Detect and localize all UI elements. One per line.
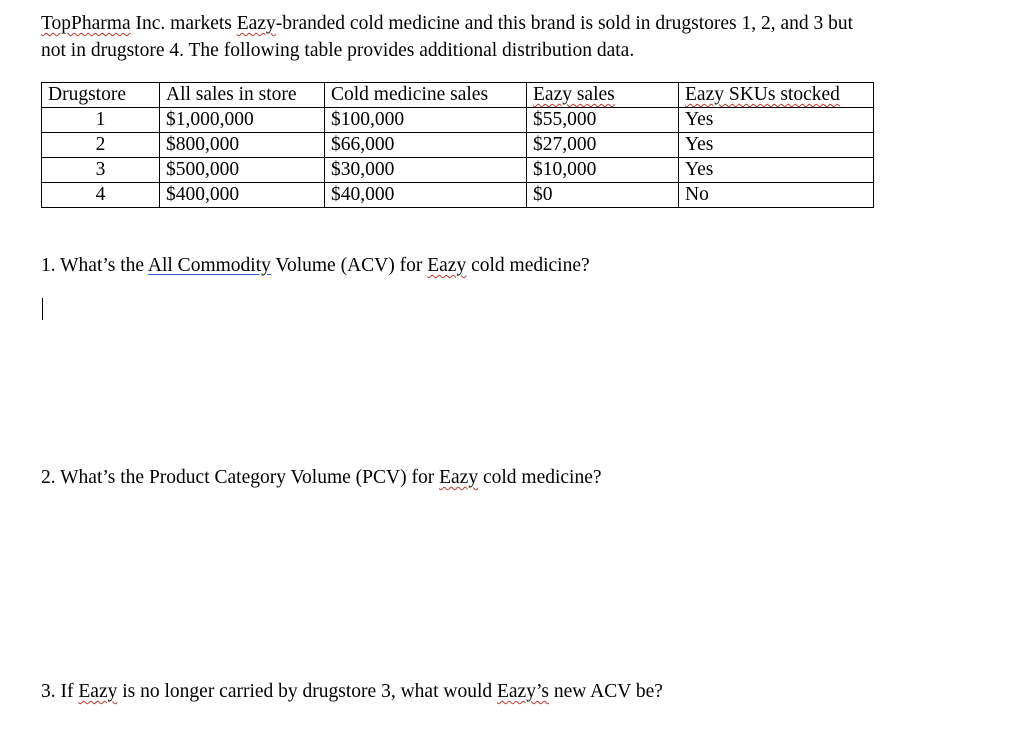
table-row (42, 133, 874, 158)
spellcheck-word: Eazy (78, 681, 118, 702)
spellcheck-word: Eazy (236, 13, 276, 34)
cell-cold-sales: $30,000 (325, 158, 527, 183)
spellcheck-word: Eazy SKUs stocked (685, 84, 840, 105)
cell-all-sales: $1,000,000 (160, 108, 325, 133)
question-text: cold medicine? (478, 467, 602, 488)
cell-store: 1 (42, 108, 160, 133)
question-1 (41, 254, 590, 278)
cell-eazy-sales: $27,000 (527, 133, 679, 158)
cell-stocked: Yes (679, 133, 874, 158)
question-text: 2. What’s the Product Category Volume (PCV) for (41, 467, 440, 488)
header-cold-sales: Cold medicine sales (325, 83, 527, 108)
question-text: 1. What’s the (41, 255, 148, 276)
question-3 (41, 680, 663, 704)
cell-stocked: No (679, 183, 874, 208)
cell-all-sales: $800,000 (160, 133, 325, 158)
cell-eazy-sales: $55,000 (527, 108, 679, 133)
intro-line-1 (41, 10, 1001, 37)
spellcheck-word: TopPharma (41, 13, 131, 34)
intro-paragraph (41, 10, 1001, 64)
cell-stocked: Yes (679, 108, 874, 133)
spellcheck-word: Eazy (439, 467, 479, 488)
question-text: 3. If (41, 681, 79, 702)
intro-text: -branded cold medicine and this brand is sold in drugstores 1, 2, and 3 but (275, 13, 854, 34)
cell-cold-sales: $66,000 (325, 133, 527, 158)
intro-text: Inc. markets (130, 13, 237, 34)
distribution-table (41, 82, 874, 208)
intro-line-2: not in drugstore 4. The following table provides additional distribution data. (41, 40, 635, 61)
question-text: Volume (ACV) for (270, 255, 428, 276)
table-row (42, 183, 874, 208)
text-cursor[interactable] (42, 298, 43, 320)
spellcheck-word: Eazy’s (496, 681, 549, 702)
header-all-sales: All sales in store (160, 83, 325, 108)
table-row (42, 108, 874, 133)
cell-store: 4 (42, 183, 160, 208)
underlined-term: All Commodity (147, 255, 271, 276)
header-eazy-skus (679, 83, 874, 108)
cell-all-sales: $400,000 (160, 183, 325, 208)
cell-cold-sales: $100,000 (325, 108, 527, 133)
header-eazy-sales (527, 83, 679, 108)
question-text: cold medicine? (466, 255, 590, 276)
cell-all-sales: $500,000 (160, 158, 325, 183)
spellcheck-word: Eazy sales (533, 84, 615, 105)
table-row (42, 158, 874, 183)
cell-store: 2 (42, 133, 160, 158)
cell-store: 3 (42, 158, 160, 183)
cell-cold-sales: $40,000 (325, 183, 527, 208)
question-text: new ACV be? (548, 681, 663, 702)
question-2 (41, 466, 602, 490)
table-header-row (42, 83, 874, 108)
cell-eazy-sales: $0 (527, 183, 679, 208)
cell-eazy-sales: $10,000 (527, 158, 679, 183)
spellcheck-word: Eazy (427, 255, 467, 276)
header-drugstore: Drugstore (42, 83, 160, 108)
cell-stocked: Yes (679, 158, 874, 183)
question-text: is no longer carried by drugstore 3, what would (117, 681, 497, 702)
